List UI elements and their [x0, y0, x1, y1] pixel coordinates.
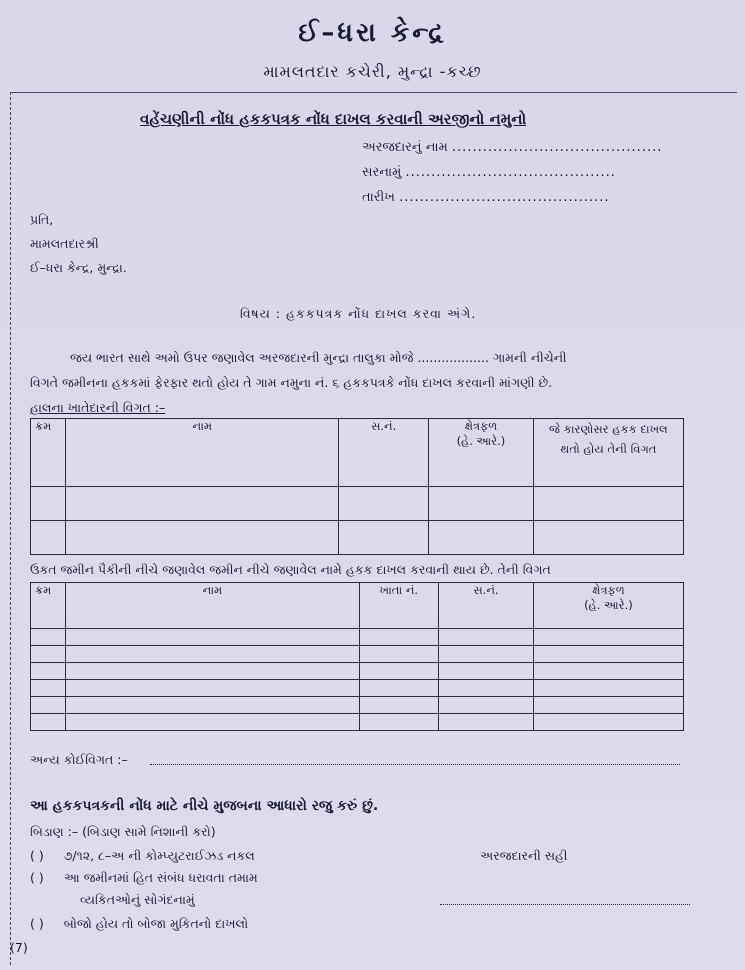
col-area-unit: (હે. આરે.): [456, 434, 506, 448]
applicant-name-dots: .........................................: [451, 140, 663, 155]
paragraph-line-2: વિગતે જમીનના હકકમાં ફેરફાર થતો હોય તે ગામ નમુના નં. ૬ હકકપત્રકે નોંધ દાખલ કરવાની માંગણી છે.: [30, 375, 553, 390]
attachment-item-2-text: આ જમીનમાં હિત સંબંધ ધરાવતા તમામ: [63, 870, 258, 885]
attachment-item-2: [30, 870, 258, 886]
signature-line: [440, 904, 690, 905]
other-details-line: [150, 764, 680, 765]
attachment-checkbox[interactable]: ( ): [30, 916, 44, 931]
new-holders-table: [30, 582, 684, 731]
col-naam: નામ: [66, 583, 359, 629]
col-area-label: ક્ષેત્રફળ: [592, 583, 625, 597]
applicant-name-label: અરજદારનું નામ: [362, 140, 448, 155]
col-area-unit: (હે. આરે.): [584, 598, 633, 612]
section1-heading: હાલના ખાતેદારની વિગત :–: [30, 400, 166, 415]
table-row: [31, 663, 684, 680]
table-row: [31, 714, 684, 731]
table-row: [31, 697, 684, 714]
table-header-row: [31, 583, 684, 629]
applicant-address-row: [362, 165, 616, 180]
applicant-date-label: તારીખ: [362, 190, 395, 205]
paragraph-line-1: જય ભારત સાથે અમો ઉપર જણાવેલ અરજદારની મુન્દ્રા તાલુકા મોજે .................. ગામની નીચેની: [70, 350, 567, 365]
attachment-item-1-text: ૭/૧૨, ૮–અ ની કોમ્પ્યુટરાઈઝડ નકલ: [63, 848, 255, 863]
col-kram: ક્રમ: [31, 583, 66, 629]
attachments-title: આ હકકપત્રકની નોંધ માટે નીચે મુજબના આધારો રજુ કરું છું.: [30, 798, 379, 814]
table-row: [31, 521, 684, 555]
attachment-item-2-line2: વ્યકિતઓનું સોગંદનામું: [80, 892, 195, 907]
attachment-checkbox[interactable]: ( ): [30, 848, 44, 863]
current-holders-table: [30, 418, 684, 555]
col-area: [533, 583, 683, 629]
col-sn: સ.નં.: [439, 583, 534, 629]
to-place: ઈ–ધરા કેન્દ્ર, મુન્દ્રા.: [30, 260, 127, 275]
col-area: [429, 419, 534, 487]
col-kram: ક્રમ: [31, 419, 66, 487]
page-number: (7): [10, 940, 28, 955]
col-sn: સ.નં.: [339, 419, 429, 487]
header-title: ઈ–ધરા કેન્દ્ર: [298, 18, 447, 48]
bidan-label: બિડાણ :– (બિડાણ સામે નિશાની કરો): [30, 824, 216, 839]
subject-line: વિષય : હકકપત્રક નોંધ દાખલ કરવા અંગે.: [240, 306, 477, 321]
table-row: [31, 629, 684, 646]
table-row: [31, 646, 684, 663]
attachment-item-3-text: બોજો હોય તો બોજા મુકિતનો દાખલો: [63, 916, 249, 931]
table-row: [31, 680, 684, 697]
other-details-label: અન્ય કોઈવિગત :–: [30, 752, 128, 767]
applicant-address-dots: .........................................: [405, 165, 616, 180]
applicant-name-row: [362, 140, 662, 155]
col-naam: નામ: [66, 419, 339, 487]
table-row: [31, 487, 684, 521]
header-subtitle: મામલતદાર કચેરી, મુન્દ્રા -કચ્છ: [263, 62, 482, 81]
form-title: વહેંચણીની નોંધ હકકપત્રક નોંધ દાખલ કરવાની અરજીનો નમુનો: [140, 110, 527, 128]
applicant-address-label: સરનામું: [362, 165, 402, 180]
col-reason: જે કારણોસર હકક દાખલ થતો હોય તેની વિગત: [533, 419, 683, 487]
to-office: મામલતદારશ્રી: [30, 236, 99, 251]
section2-heading: ઉકત જમીન પૈકીની નીચે જણાવેલ જમીન નીચે જણાવેલ નામે હકક દાખલ કરવાની થાય છે. તેની વિગત: [30, 562, 551, 577]
to-prati: પ્રતિ,: [30, 212, 54, 227]
signature-label: અરજદારની સહી: [480, 848, 568, 863]
col-area-label: ક્ષેત્રફળ: [464, 419, 498, 433]
attachment-item-3: [30, 916, 248, 932]
col-khata: ખાતા નં.: [359, 583, 439, 629]
applicant-date-dots: .........................................: [399, 190, 610, 205]
attachment-checkbox[interactable]: ( ): [30, 870, 44, 885]
table-header-row: [31, 419, 684, 487]
attachment-item-1: [30, 848, 255, 864]
applicant-date-row: [362, 190, 610, 205]
